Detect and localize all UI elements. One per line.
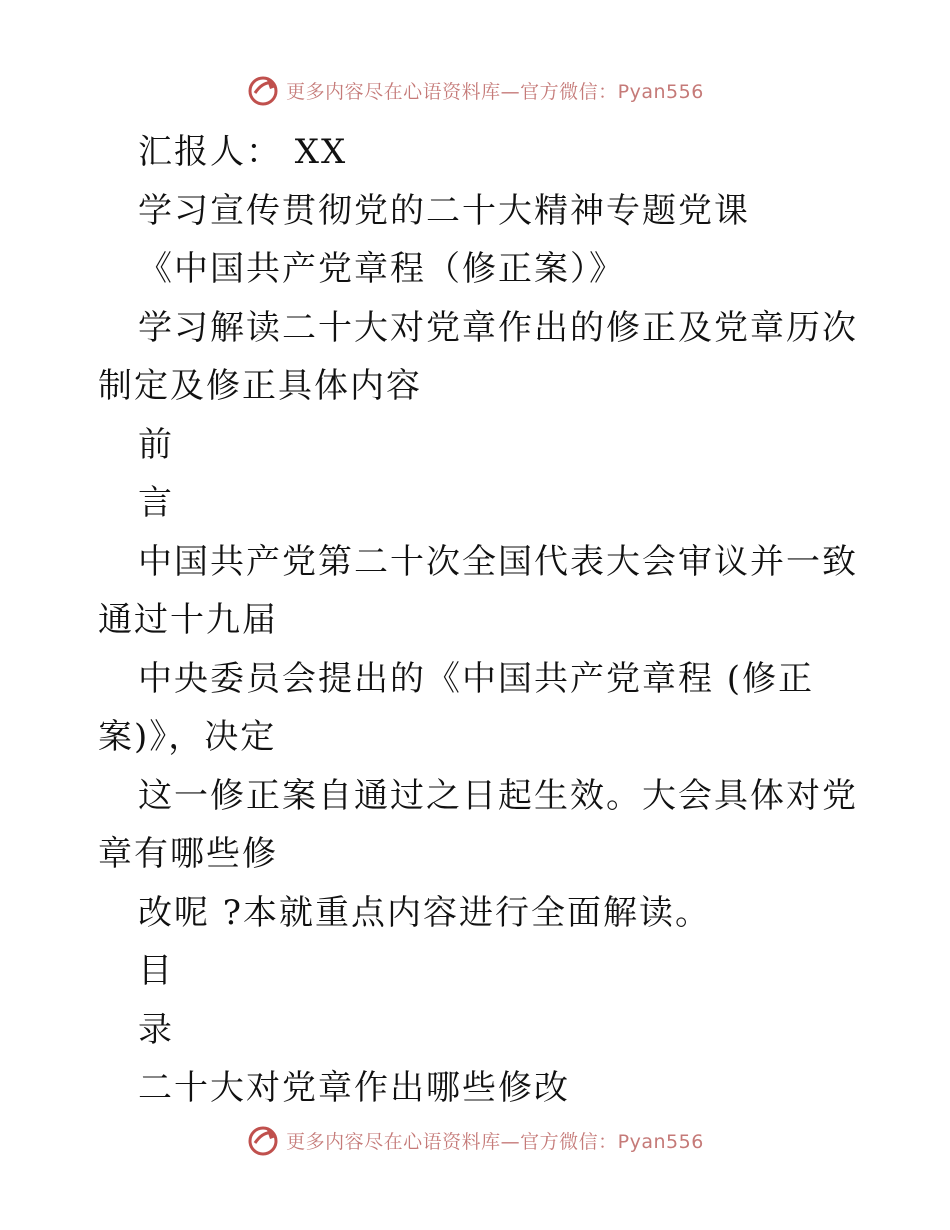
- watermark-text: 更多内容尽在心语资料库—官方微信：Pyan556: [286, 80, 704, 103]
- document-body: [98, 123, 858, 1118]
- logo-icon: [246, 1123, 280, 1157]
- topic-line: 学习解读二十大对党章作出的修正及党章历次制定及修正具体内容: [98, 307, 858, 406]
- paragraph: 这一修正案自通过之日起生效。大会具体对党章有哪些修: [98, 775, 858, 874]
- subtitle-line: 《中国共产党章程（修正案）》: [138, 249, 625, 289]
- paragraph: 改呢 ?本就重点内容进行全面解读。: [138, 892, 712, 933]
- preface-heading-2: 言: [138, 483, 174, 523]
- watermark-text: 更多内容尽在心语资料库—官方微信：Pyan556: [286, 1130, 704, 1153]
- toc-heading-1: 目: [138, 951, 174, 991]
- toc-item: 二十大对党章作出哪些修改: [138, 1068, 570, 1108]
- title-line: 学习宣传贯彻党的二十大精神专题党课: [138, 190, 750, 231]
- header-watermark: [0, 70, 950, 110]
- footer-watermark: [0, 1120, 950, 1160]
- paragraph: 中央委员会提出的《中国共产党章程 (修正案)》，决定: [98, 658, 815, 757]
- preface-heading-1: 前: [138, 424, 174, 465]
- toc-heading-2: 录: [138, 1009, 174, 1050]
- reporter-line: 汇报人： XX: [138, 132, 348, 172]
- paragraph: 中国共产党第二十次全国代表大会审议并一致通过十九届: [98, 541, 858, 640]
- logo-icon: [246, 73, 280, 107]
